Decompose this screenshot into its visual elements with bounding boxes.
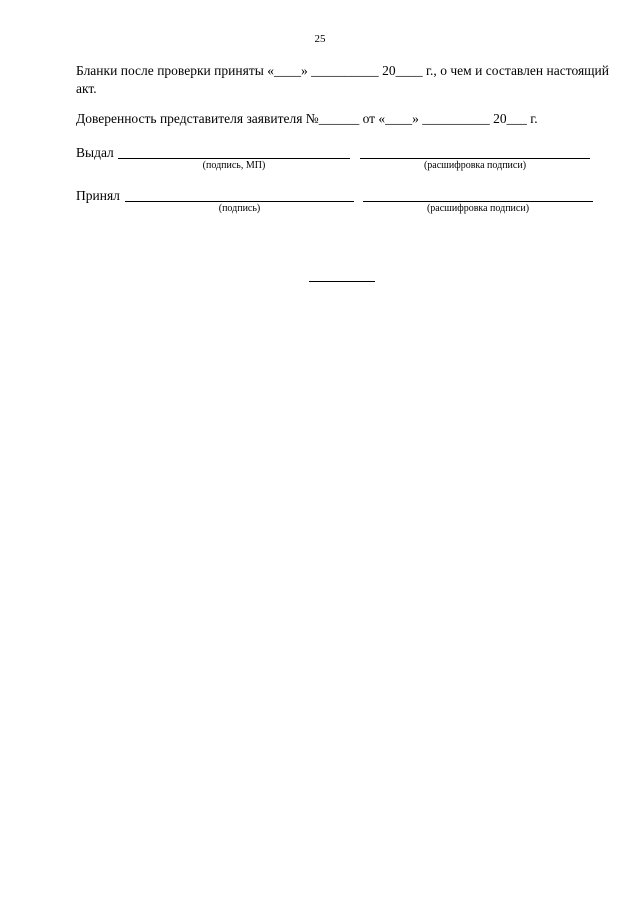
issued-signature-caption: (подпись, МП) bbox=[202, 160, 266, 171]
issued-name-caption: (расшифровка подписи) bbox=[423, 160, 527, 171]
received-signature-line bbox=[125, 201, 354, 202]
received-name-caption: (расшифровка подписи) bbox=[426, 203, 530, 214]
page-number: 25 bbox=[314, 33, 326, 45]
issued-name-line bbox=[360, 158, 590, 159]
power-of-attorney-paragraph: Доверенность представителя заявителя №______ от «____» __________ 20___ г. bbox=[76, 111, 538, 126]
issued-label: Выдал bbox=[76, 145, 114, 160]
received-name-line bbox=[363, 201, 593, 202]
received-signature-row bbox=[76, 187, 609, 221]
issued-signature-line bbox=[118, 158, 350, 159]
received-label: Принял bbox=[76, 188, 120, 203]
issued-signature-row bbox=[76, 144, 609, 178]
received-signature-caption: (подпись) bbox=[218, 203, 261, 214]
acceptance-paragraph: Бланки после проверки приняты «____» __________ 20____ г., о чем и составлен настоящий акт. bbox=[76, 63, 609, 96]
end-of-document-rule bbox=[309, 281, 375, 282]
